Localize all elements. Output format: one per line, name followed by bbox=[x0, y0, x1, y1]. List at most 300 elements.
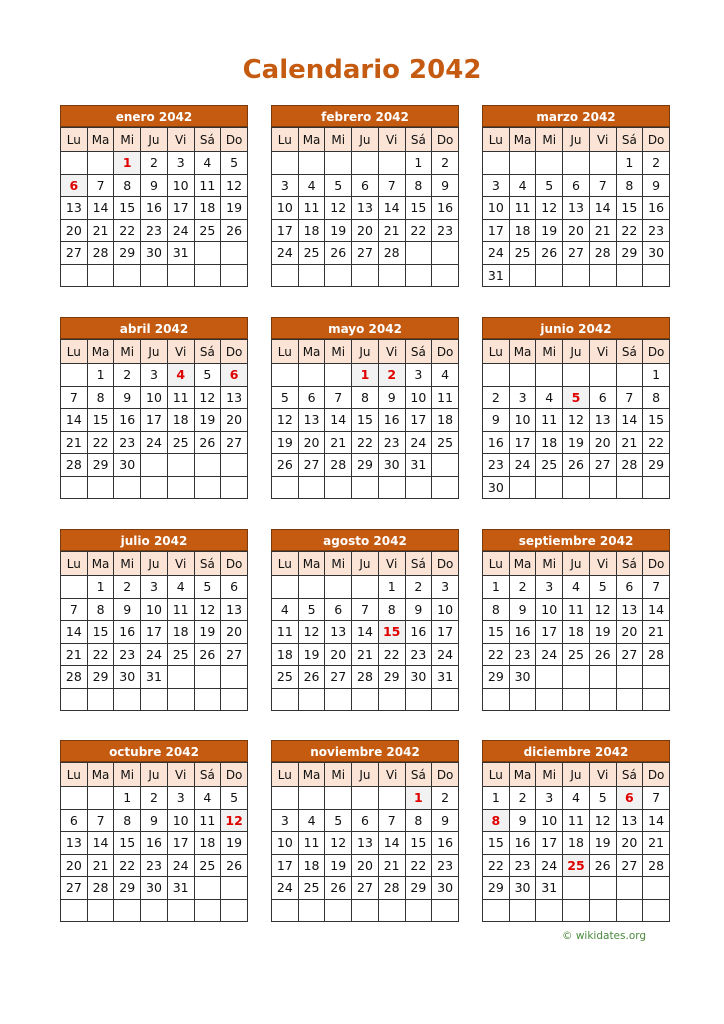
day-cell: 24 bbox=[405, 431, 432, 454]
week-row bbox=[272, 152, 459, 175]
weekday-label: Sá bbox=[405, 552, 432, 576]
weekday-label: Sá bbox=[194, 128, 221, 152]
empty-day-cell bbox=[194, 666, 221, 689]
day-cell: 11 bbox=[298, 197, 325, 220]
day-cell: 9 bbox=[378, 386, 405, 409]
empty-day-cell bbox=[643, 877, 670, 900]
day-cell: 8 bbox=[87, 598, 114, 621]
empty-day-cell bbox=[272, 576, 299, 599]
day-cell: 30 bbox=[643, 242, 670, 265]
day-cell: 23 bbox=[405, 643, 432, 666]
month-table bbox=[60, 127, 248, 287]
empty-day-cell bbox=[298, 899, 325, 922]
month-title: agosto 2042 bbox=[271, 529, 459, 551]
empty-day-cell bbox=[589, 264, 616, 287]
weekday-label: Lu bbox=[272, 763, 299, 787]
day-cell: 18 bbox=[298, 219, 325, 242]
week-row bbox=[61, 454, 248, 477]
day-cell: 11 bbox=[194, 174, 221, 197]
week-row bbox=[61, 621, 248, 644]
week-row bbox=[483, 476, 670, 499]
weekday-label: Do bbox=[643, 552, 670, 576]
month-title: enero 2042 bbox=[60, 105, 248, 127]
weekday-label: Vi bbox=[167, 763, 194, 787]
holiday-day-cell: 1 bbox=[114, 152, 141, 175]
month-title: febrero 2042 bbox=[271, 105, 459, 127]
empty-day-cell bbox=[61, 264, 88, 287]
weekday-label: Sá bbox=[616, 128, 643, 152]
day-cell: 26 bbox=[221, 219, 248, 242]
empty-day-cell bbox=[432, 688, 459, 711]
week-row bbox=[483, 666, 670, 689]
empty-day-cell bbox=[114, 264, 141, 287]
day-cell: 17 bbox=[432, 621, 459, 644]
day-cell: 10 bbox=[272, 832, 299, 855]
month-block bbox=[271, 105, 459, 287]
day-cell: 19 bbox=[194, 621, 221, 644]
empty-day-cell bbox=[589, 688, 616, 711]
weekday-row bbox=[483, 552, 670, 576]
day-cell: 31 bbox=[167, 242, 194, 265]
day-cell: 30 bbox=[141, 877, 168, 900]
empty-day-cell bbox=[325, 476, 352, 499]
day-cell: 31 bbox=[405, 454, 432, 477]
day-cell: 1 bbox=[378, 576, 405, 599]
day-cell: 10 bbox=[167, 174, 194, 197]
empty-day-cell bbox=[141, 476, 168, 499]
day-cell: 21 bbox=[643, 832, 670, 855]
day-cell: 21 bbox=[643, 621, 670, 644]
day-cell: 9 bbox=[432, 174, 459, 197]
day-cell: 14 bbox=[61, 621, 88, 644]
day-cell: 27 bbox=[563, 242, 590, 265]
month-block bbox=[60, 529, 248, 711]
day-cell: 10 bbox=[167, 809, 194, 832]
week-row bbox=[483, 877, 670, 900]
week-row bbox=[272, 854, 459, 877]
day-cell: 13 bbox=[352, 832, 379, 855]
day-cell: 6 bbox=[352, 809, 379, 832]
day-cell: 17 bbox=[536, 621, 563, 644]
day-cell: 24 bbox=[141, 431, 168, 454]
day-cell: 13 bbox=[298, 409, 325, 432]
week-row bbox=[61, 242, 248, 265]
weekday-label: Vi bbox=[589, 763, 616, 787]
empty-day-cell bbox=[616, 476, 643, 499]
day-cell: 7 bbox=[61, 386, 88, 409]
weekday-row bbox=[272, 340, 459, 364]
empty-day-cell bbox=[378, 152, 405, 175]
day-cell: 13 bbox=[221, 598, 248, 621]
weekday-row bbox=[272, 128, 459, 152]
empty-day-cell bbox=[298, 264, 325, 287]
day-cell: 21 bbox=[378, 219, 405, 242]
day-cell: 20 bbox=[563, 219, 590, 242]
month-block bbox=[482, 529, 670, 711]
day-cell: 10 bbox=[536, 809, 563, 832]
weekday-label: Ma bbox=[298, 552, 325, 576]
empty-day-cell bbox=[483, 364, 510, 387]
day-cell: 30 bbox=[432, 877, 459, 900]
week-row bbox=[483, 197, 670, 220]
day-cell: 7 bbox=[589, 174, 616, 197]
empty-day-cell bbox=[536, 899, 563, 922]
day-cell: 13 bbox=[352, 197, 379, 220]
day-cell: 14 bbox=[643, 598, 670, 621]
month-table bbox=[60, 339, 248, 499]
empty-day-cell bbox=[298, 152, 325, 175]
empty-day-cell bbox=[378, 787, 405, 810]
weekday-label: Ju bbox=[352, 340, 379, 364]
day-cell: 9 bbox=[509, 809, 536, 832]
weekday-label: Ju bbox=[141, 763, 168, 787]
month-table bbox=[482, 551, 670, 711]
weekday-label: Lu bbox=[61, 763, 88, 787]
weekday-label: Ma bbox=[509, 552, 536, 576]
day-cell: 15 bbox=[643, 409, 670, 432]
holiday-day-cell: 6 bbox=[61, 174, 88, 197]
day-cell: 24 bbox=[483, 242, 510, 265]
month-table bbox=[271, 127, 459, 287]
weekday-label: Ma bbox=[87, 128, 114, 152]
empty-day-cell bbox=[378, 264, 405, 287]
month-table bbox=[60, 551, 248, 711]
day-cell: 23 bbox=[483, 454, 510, 477]
empty-day-cell bbox=[643, 476, 670, 499]
week-row bbox=[61, 787, 248, 810]
weekday-label: Do bbox=[221, 128, 248, 152]
day-cell: 31 bbox=[167, 877, 194, 900]
month-table bbox=[482, 762, 670, 922]
empty-day-cell bbox=[352, 899, 379, 922]
weekday-row bbox=[61, 552, 248, 576]
weekday-label: Vi bbox=[589, 340, 616, 364]
empty-day-cell bbox=[643, 666, 670, 689]
day-cell: 25 bbox=[432, 431, 459, 454]
week-row bbox=[272, 242, 459, 265]
empty-day-cell bbox=[616, 666, 643, 689]
day-cell: 17 bbox=[483, 219, 510, 242]
holiday-day-cell: 12 bbox=[221, 809, 248, 832]
week-row bbox=[61, 666, 248, 689]
week-row bbox=[61, 643, 248, 666]
month-block bbox=[271, 740, 459, 922]
day-cell: 3 bbox=[536, 787, 563, 810]
week-row bbox=[483, 643, 670, 666]
empty-day-cell bbox=[141, 454, 168, 477]
day-cell: 7 bbox=[378, 809, 405, 832]
weekday-label: Sá bbox=[616, 552, 643, 576]
empty-day-cell bbox=[432, 899, 459, 922]
day-cell: 1 bbox=[483, 576, 510, 599]
week-row bbox=[272, 598, 459, 621]
day-cell: 21 bbox=[589, 219, 616, 242]
day-cell: 8 bbox=[483, 598, 510, 621]
day-cell: 24 bbox=[272, 242, 299, 265]
day-cell: 19 bbox=[221, 832, 248, 855]
weekday-label: Ju bbox=[141, 340, 168, 364]
empty-day-cell bbox=[509, 899, 536, 922]
empty-day-cell bbox=[325, 364, 352, 387]
weekday-row bbox=[483, 128, 670, 152]
week-row bbox=[483, 431, 670, 454]
week-row bbox=[483, 264, 670, 287]
empty-day-cell bbox=[589, 666, 616, 689]
weekday-label: Mi bbox=[536, 763, 563, 787]
week-row bbox=[272, 409, 459, 432]
day-cell: 28 bbox=[589, 242, 616, 265]
day-cell: 4 bbox=[194, 152, 221, 175]
day-cell: 29 bbox=[405, 877, 432, 900]
empty-day-cell bbox=[221, 899, 248, 922]
weekday-label: Ju bbox=[563, 763, 590, 787]
day-cell: 5 bbox=[221, 787, 248, 810]
day-cell: 4 bbox=[563, 787, 590, 810]
day-cell: 15 bbox=[483, 621, 510, 644]
week-row bbox=[483, 576, 670, 599]
day-cell: 31 bbox=[432, 666, 459, 689]
day-cell: 2 bbox=[509, 787, 536, 810]
day-cell: 30 bbox=[141, 242, 168, 265]
empty-day-cell bbox=[563, 877, 590, 900]
day-cell: 14 bbox=[87, 197, 114, 220]
week-row bbox=[483, 409, 670, 432]
weekday-label: Mi bbox=[325, 128, 352, 152]
day-cell: 24 bbox=[432, 643, 459, 666]
day-cell: 22 bbox=[87, 431, 114, 454]
weekday-label: Lu bbox=[61, 340, 88, 364]
weekday-label: Do bbox=[432, 340, 459, 364]
empty-day-cell bbox=[61, 787, 88, 810]
week-row bbox=[272, 787, 459, 810]
empty-day-cell bbox=[325, 576, 352, 599]
day-cell: 5 bbox=[325, 809, 352, 832]
day-cell: 23 bbox=[141, 219, 168, 242]
day-cell: 4 bbox=[194, 787, 221, 810]
day-cell: 17 bbox=[167, 832, 194, 855]
day-cell: 11 bbox=[167, 386, 194, 409]
week-row bbox=[272, 809, 459, 832]
day-cell: 26 bbox=[589, 854, 616, 877]
month-title: julio 2042 bbox=[60, 529, 248, 551]
week-row bbox=[61, 576, 248, 599]
day-cell: 28 bbox=[325, 454, 352, 477]
day-cell: 6 bbox=[221, 576, 248, 599]
day-cell: 14 bbox=[87, 832, 114, 855]
day-cell: 19 bbox=[325, 219, 352, 242]
day-cell: 13 bbox=[616, 809, 643, 832]
day-cell: 15 bbox=[352, 409, 379, 432]
day-cell: 20 bbox=[61, 219, 88, 242]
weekday-label: Sá bbox=[194, 340, 221, 364]
day-cell: 9 bbox=[114, 598, 141, 621]
weekday-label: Do bbox=[643, 763, 670, 787]
day-cell: 11 bbox=[563, 598, 590, 621]
day-cell: 22 bbox=[87, 643, 114, 666]
empty-day-cell bbox=[114, 899, 141, 922]
empty-day-cell bbox=[194, 476, 221, 499]
day-cell: 3 bbox=[141, 364, 168, 387]
weekday-label: Sá bbox=[405, 340, 432, 364]
empty-day-cell bbox=[167, 899, 194, 922]
empty-day-cell bbox=[87, 688, 114, 711]
day-cell: 17 bbox=[141, 409, 168, 432]
day-cell: 26 bbox=[194, 643, 221, 666]
day-cell: 2 bbox=[141, 152, 168, 175]
day-cell: 3 bbox=[167, 152, 194, 175]
weekday-label: Ju bbox=[563, 552, 590, 576]
empty-day-cell bbox=[61, 576, 88, 599]
week-row bbox=[61, 431, 248, 454]
day-cell: 6 bbox=[616, 576, 643, 599]
empty-day-cell bbox=[272, 364, 299, 387]
weekday-label: Lu bbox=[272, 128, 299, 152]
empty-day-cell bbox=[563, 364, 590, 387]
day-cell: 29 bbox=[643, 454, 670, 477]
week-row bbox=[61, 598, 248, 621]
day-cell: 28 bbox=[378, 877, 405, 900]
weekday-label: Mi bbox=[325, 340, 352, 364]
day-cell: 3 bbox=[141, 576, 168, 599]
weekday-label: Do bbox=[432, 552, 459, 576]
day-cell: 18 bbox=[298, 854, 325, 877]
day-cell: 16 bbox=[114, 621, 141, 644]
empty-day-cell bbox=[509, 364, 536, 387]
day-cell: 20 bbox=[298, 431, 325, 454]
month-table bbox=[482, 127, 670, 287]
day-cell: 8 bbox=[405, 809, 432, 832]
month-title: marzo 2042 bbox=[482, 105, 670, 127]
day-cell: 21 bbox=[325, 431, 352, 454]
empty-day-cell bbox=[325, 787, 352, 810]
week-row bbox=[483, 152, 670, 175]
day-cell: 23 bbox=[509, 643, 536, 666]
day-cell: 29 bbox=[114, 242, 141, 265]
day-cell: 8 bbox=[405, 174, 432, 197]
empty-day-cell bbox=[167, 476, 194, 499]
week-row bbox=[272, 877, 459, 900]
day-cell: 27 bbox=[616, 854, 643, 877]
day-cell: 11 bbox=[272, 621, 299, 644]
day-cell: 27 bbox=[61, 877, 88, 900]
day-cell: 16 bbox=[378, 409, 405, 432]
empty-day-cell bbox=[589, 152, 616, 175]
day-cell: 4 bbox=[432, 364, 459, 387]
day-cell: 21 bbox=[87, 219, 114, 242]
day-cell: 29 bbox=[483, 666, 510, 689]
day-cell: 29 bbox=[352, 454, 379, 477]
week-row bbox=[272, 174, 459, 197]
day-cell: 26 bbox=[325, 877, 352, 900]
empty-day-cell bbox=[536, 666, 563, 689]
day-cell: 11 bbox=[298, 832, 325, 855]
day-cell: 24 bbox=[167, 854, 194, 877]
weekday-label: Sá bbox=[616, 340, 643, 364]
week-row bbox=[272, 621, 459, 644]
empty-day-cell bbox=[298, 576, 325, 599]
month-title: noviembre 2042 bbox=[271, 740, 459, 762]
day-cell: 30 bbox=[509, 666, 536, 689]
day-cell: 9 bbox=[509, 598, 536, 621]
day-cell: 16 bbox=[509, 621, 536, 644]
empty-day-cell bbox=[167, 688, 194, 711]
week-row bbox=[272, 576, 459, 599]
month-title: junio 2042 bbox=[482, 317, 670, 339]
day-cell: 18 bbox=[563, 621, 590, 644]
day-cell: 26 bbox=[221, 854, 248, 877]
empty-day-cell bbox=[378, 688, 405, 711]
day-cell: 21 bbox=[616, 431, 643, 454]
day-cell: 22 bbox=[405, 219, 432, 242]
holiday-day-cell: 6 bbox=[616, 787, 643, 810]
weekday-label: Ju bbox=[141, 128, 168, 152]
empty-day-cell bbox=[643, 264, 670, 287]
empty-day-cell bbox=[87, 152, 114, 175]
day-cell: 25 bbox=[167, 643, 194, 666]
day-cell: 2 bbox=[405, 576, 432, 599]
week-row bbox=[483, 364, 670, 387]
week-row bbox=[61, 264, 248, 287]
empty-day-cell bbox=[87, 476, 114, 499]
day-cell: 12 bbox=[325, 197, 352, 220]
week-row bbox=[483, 787, 670, 810]
empty-day-cell bbox=[405, 264, 432, 287]
weekday-label: Ma bbox=[509, 340, 536, 364]
day-cell: 2 bbox=[643, 152, 670, 175]
weekday-label: Ma bbox=[87, 552, 114, 576]
week-row bbox=[61, 476, 248, 499]
empty-day-cell bbox=[114, 688, 141, 711]
day-cell: 12 bbox=[194, 386, 221, 409]
day-cell: 5 bbox=[221, 152, 248, 175]
day-cell: 22 bbox=[483, 643, 510, 666]
day-cell: 21 bbox=[61, 431, 88, 454]
day-cell: 16 bbox=[432, 832, 459, 855]
day-cell: 13 bbox=[563, 197, 590, 220]
day-cell: 13 bbox=[325, 621, 352, 644]
day-cell: 6 bbox=[589, 386, 616, 409]
holiday-day-cell: 1 bbox=[352, 364, 379, 387]
empty-day-cell bbox=[167, 666, 194, 689]
empty-day-cell bbox=[114, 476, 141, 499]
day-cell: 13 bbox=[61, 832, 88, 855]
day-cell: 14 bbox=[352, 621, 379, 644]
day-cell: 17 bbox=[167, 197, 194, 220]
day-cell: 26 bbox=[536, 242, 563, 265]
day-cell: 22 bbox=[378, 643, 405, 666]
day-cell: 25 bbox=[194, 219, 221, 242]
day-cell: 1 bbox=[87, 576, 114, 599]
day-cell: 16 bbox=[432, 197, 459, 220]
day-cell: 26 bbox=[325, 242, 352, 265]
day-cell: 31 bbox=[483, 264, 510, 287]
day-cell: 18 bbox=[509, 219, 536, 242]
weekday-label: Vi bbox=[167, 128, 194, 152]
day-cell: 18 bbox=[536, 431, 563, 454]
weekday-label: Ma bbox=[509, 763, 536, 787]
day-cell: 28 bbox=[378, 242, 405, 265]
day-cell: 28 bbox=[643, 854, 670, 877]
day-cell: 18 bbox=[194, 832, 221, 855]
empty-day-cell bbox=[194, 688, 221, 711]
weekday-label: Lu bbox=[272, 552, 299, 576]
weekday-label: Ma bbox=[298, 340, 325, 364]
day-cell: 10 bbox=[536, 598, 563, 621]
day-cell: 24 bbox=[536, 643, 563, 666]
day-cell: 26 bbox=[298, 666, 325, 689]
empty-day-cell bbox=[589, 476, 616, 499]
day-cell: 23 bbox=[432, 854, 459, 877]
